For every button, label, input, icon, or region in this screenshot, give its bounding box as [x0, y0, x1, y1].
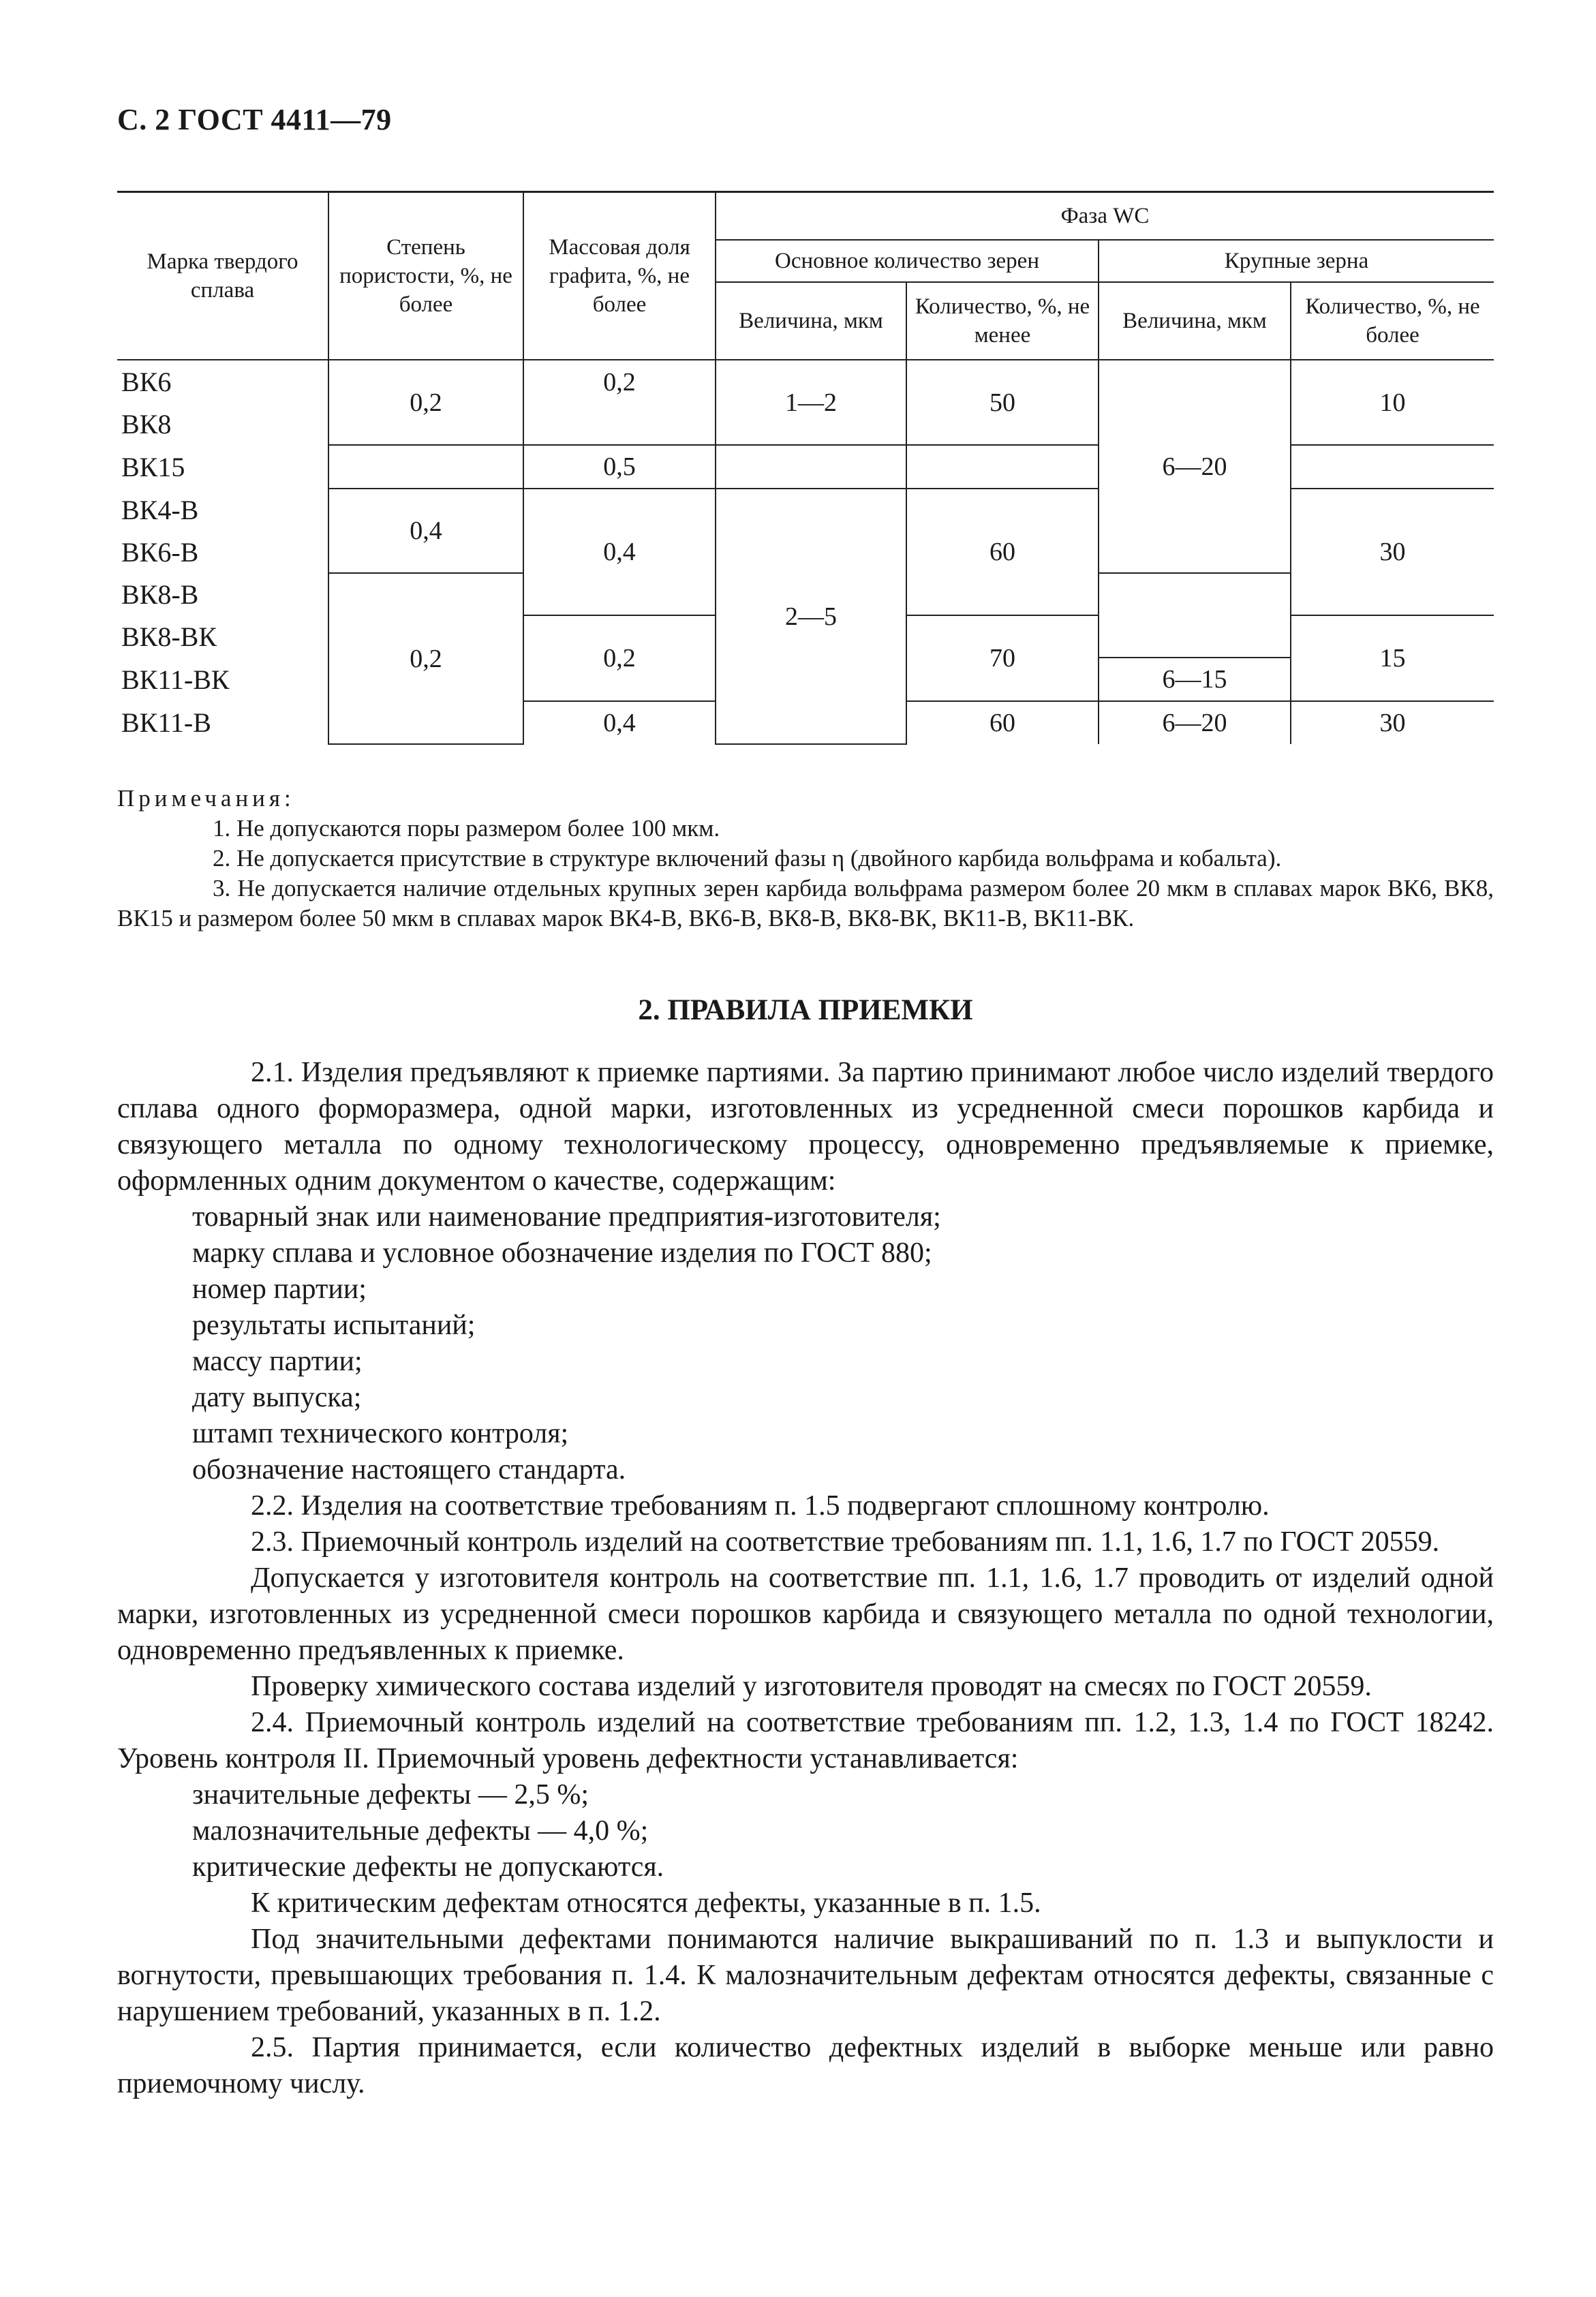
qty-coarse-cell: 10	[1291, 360, 1494, 445]
size-coarse-cell-empty	[1099, 573, 1291, 658]
header-size-coarse: Величина, мкм	[1099, 282, 1291, 360]
graphite-cell: 0,4	[523, 489, 716, 615]
paragraph: 2.2. Изделия на соответствие требованиям п. 1.5 подвергают сплошному контролю.	[251, 1490, 1270, 1522]
page-header: С. 2 ГОСТ 4411—79	[117, 103, 392, 136]
qty-main-cell-empty	[906, 445, 1099, 489]
notes-title: Примечания:	[117, 785, 295, 812]
qty-main-cell: 50	[906, 360, 1099, 445]
paragraph: Проверку химического состава изделий у изготовителя проводят на смесях по ГОСТ 20559.	[251, 1671, 1372, 1702]
list-item: марку сплава и условное обозначение изделия по ГОСТ 880;	[192, 1237, 932, 1269]
paragraph: 2.4. Приемочный контроль изделий на соответствие требованиям пп. 1.2, 1.3, 1.4 по ГОСТ 18242. Уровень контроля II. Приемочный уровень дефектности устанавливается:	[117, 1707, 1494, 1774]
size-coarse-cell: 6—20	[1099, 701, 1291, 744]
list-item: значительные дефекты — 2,5 %;	[192, 1779, 589, 1810]
section-title: 2. ПРАВИЛА ПРИЕМКИ	[638, 994, 973, 1026]
list-item: товарный знак или наименование предприятия-изготовителя;	[192, 1201, 941, 1233]
grade-cell: ВК4-В	[117, 489, 328, 531]
size-main-cell: 2—5	[716, 489, 906, 744]
header-qty-main: Количество, %, не менее	[906, 282, 1099, 360]
qty-main-cell: 70	[906, 615, 1099, 701]
header-main-grains: Основное количество зерен	[716, 240, 1099, 282]
graphite-cell: 0,2	[523, 360, 716, 445]
note-item: 2. Не допускается присутствие в структуре включений фазы η (двойного карбида вольфрама и кобальта).	[213, 845, 1282, 872]
grade-cell: ВК6	[117, 360, 328, 403]
grade-cell: ВК6-В	[121, 536, 199, 568]
list-item: дату выпуска;	[192, 1382, 362, 1413]
grade-cell: ВК11-ВК	[117, 658, 328, 701]
paragraph: Под значительными дефектами понимаются наличие выкрашиваний по п. 1.3 и выпуклости и вогнутости, превышающих требования п. 1.4. К малозначительным дефектам относятся дефекты, связанные с нарушением требований, указанных в п. 1.2.	[117, 1924, 1494, 2027]
porosity-cell: 0,2	[328, 573, 523, 744]
paragraph: 2.1. Изделия предъявляют к приемке партиями. За партию принимают любое число изделий твердого сплава одного форморазмера, одной марки, изготовленных из усредненной смеси порошков карбида и связующего металла по одному технологическому процессу, одновременно предъявляемые к приемке, оформленных одним документом о качестве, содержащим:	[117, 1057, 1494, 1197]
grade-cell: ВК15	[117, 445, 328, 489]
size-coarse-cell: 6—15	[1099, 658, 1291, 701]
header-size-main: Величина, мкм	[716, 282, 906, 360]
grade-cell: ВК8-В	[117, 573, 328, 615]
list-item: малозначительные дефекты — 4,0 %;	[192, 1815, 649, 1847]
table-row	[117, 360, 1494, 403]
specification-table	[117, 191, 1494, 745]
paragraph: 2.3. Приемочный контроль изделий на соответствие требованиям пп. 1.1, 1.6, 1.7 по ГОСТ 20559.	[251, 1526, 1440, 1558]
size-coarse-cell: 6—20	[1099, 360, 1291, 573]
graphite-cell: 0,2	[523, 615, 716, 701]
paragraph: Допускается у изготовителя контроль на соответствие пп. 1.1, 1.6, 1.7 проводить от изделий одной марки, изготовленных из усредненной смеси порошков карбида и связующего металла по одной технологии, одновременно предъявленных к приемке.	[117, 1562, 1494, 1666]
qty-coarse-cell: 30	[1291, 701, 1494, 744]
porosity-cell-empty	[328, 445, 523, 489]
header-coarse-grains: Крупные зерна	[1099, 240, 1494, 282]
paragraph: К критическим дефектам относятся дефекты, указанные в п. 1.5.	[251, 1887, 1041, 1919]
paragraph: 2.5. Партия принимается, если количество дефектных изделий в выборке меньше или равно приемочному числу.	[117, 2032, 1494, 2099]
note-item: 3. Не допускается наличие отдельных крупных зерен карбида вольфрама размером более 20 мкм в сплавах марок ВК6, ВК8, ВК15 и размером более 50 мкм в сплавах марок ВК4-В, ВК6-В, ВК8-В, ВК8-ВК, ВК11-В, ВК11-ВК.	[117, 875, 1494, 931]
qty-main-cell: 60	[906, 701, 1099, 744]
qty-coarse-cell-empty	[1291, 445, 1494, 489]
list-item: массу партии;	[192, 1346, 363, 1377]
header-qty-coarse: Количество, %, не более	[1291, 282, 1494, 360]
header-grade: Марка твердого сплава	[117, 192, 328, 360]
note-item: 1. Не допускаются поры размером более 100 мкм.	[213, 815, 720, 842]
grade-cell: ВК8-ВК	[117, 615, 328, 658]
qty-main-cell: 60	[906, 489, 1099, 615]
grade-cell: ВК11-В	[117, 701, 328, 744]
graphite-cell: 0,4	[523, 701, 716, 744]
header-porosity: Степень пористости, %, не более	[328, 192, 523, 360]
qty-coarse-cell: 15	[1291, 615, 1494, 701]
section-body	[117, 1055, 1494, 2102]
porosity-cell: 0,2	[328, 360, 523, 445]
size-main-cell-empty	[716, 445, 906, 489]
qty-coarse-cell: 30	[1291, 489, 1494, 615]
size-main-cell: 1—2	[716, 360, 906, 445]
header-graphite: Массовая доля графита, %, не более	[523, 192, 716, 360]
list-item: критические дефекты не допускаются.	[192, 1851, 664, 1883]
list-item: штамп технического контроля;	[192, 1418, 569, 1449]
grade-cell: ВК8	[121, 408, 172, 440]
graphite-cell: 0,5	[523, 445, 716, 489]
porosity-cell: 0,4	[328, 489, 523, 573]
list-item: обозначение настоящего стандарта.	[192, 1454, 626, 1485]
list-item: номер партии;	[192, 1274, 367, 1305]
header-phase-wc: Фаза WC	[716, 192, 1494, 241]
table-notes	[117, 784, 1494, 934]
list-item: результаты испытаний;	[192, 1310, 476, 1341]
